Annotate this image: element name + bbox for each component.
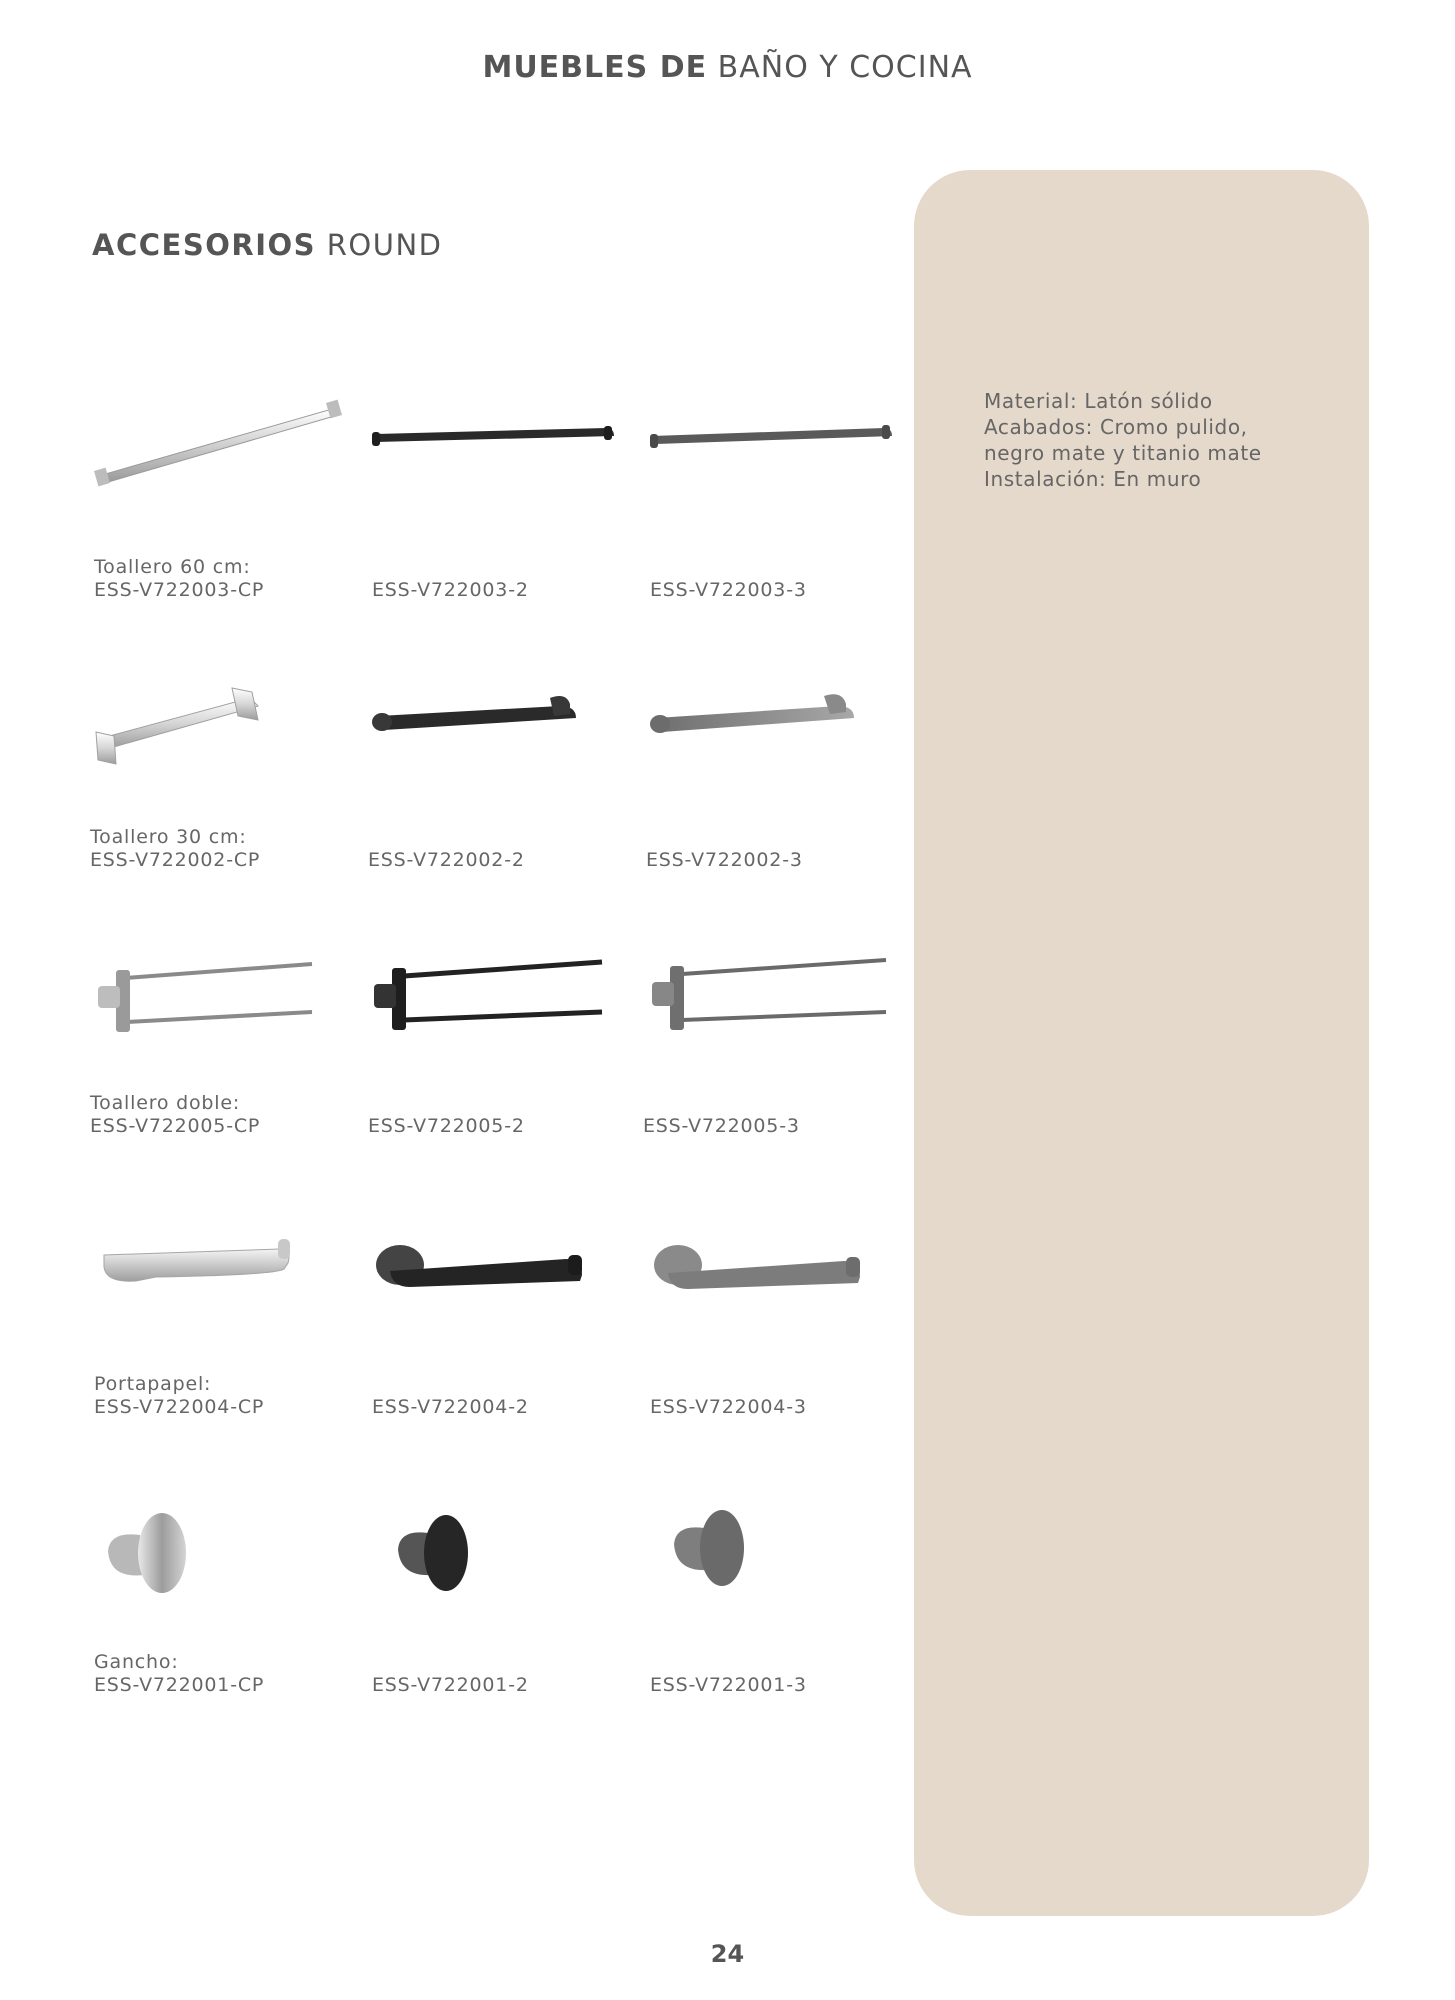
product-code: ESS-V722004-3: [650, 1396, 807, 1418]
product-code: ESS-V722002-2: [368, 849, 525, 871]
section-title: [92, 228, 442, 262]
product-code: ESS-V722003-CP: [94, 579, 265, 601]
section-title-bold: ACCESORIOS: [92, 228, 317, 262]
product-code: ESS-V722003-2: [372, 579, 529, 601]
page-number: 24: [710, 1940, 745, 1968]
caption-portapapel-chrome: [94, 1373, 264, 1419]
caption-toallero-60-black: [372, 579, 529, 602]
double-towel-bar-chrome-icon: [92, 950, 322, 1040]
product-code: ESS-V722005-3: [643, 1115, 800, 1137]
towel-bar-60-black-icon: [370, 420, 620, 460]
towel-bar-60-chrome-icon: [92, 385, 352, 495]
product-label: Portapapel:: [94, 1373, 212, 1395]
specs-text: [984, 388, 1262, 492]
product-label: Gancho:: [94, 1651, 179, 1673]
caption-toallero-doble-titanium: [643, 1115, 800, 1138]
double-towel-bar-black-icon: [370, 950, 610, 1040]
caption-toallero-30-titanium: [646, 849, 803, 872]
product-label: Toallero 60 cm:: [94, 556, 251, 578]
towel-bar-60-titanium-icon: [648, 420, 898, 460]
section-title-light: ROUND: [326, 228, 443, 262]
header-light: BAÑO Y COCINA: [717, 50, 973, 85]
product-code: ESS-V722001-2: [372, 1674, 529, 1696]
product-code: ESS-V722003-3: [650, 579, 807, 601]
page-header: [0, 50, 1455, 85]
product-label: Toallero 30 cm:: [90, 826, 247, 848]
caption-toallero-doble-chrome: [90, 1092, 260, 1138]
product-label: Toallero doble:: [90, 1092, 241, 1114]
product-code: ESS-V722005-2: [368, 1115, 525, 1137]
specs-panel: [914, 170, 1369, 1916]
caption-portapapel-titanium: [650, 1396, 807, 1419]
hook-chrome-icon: [100, 1505, 200, 1600]
caption-gancho-black: [372, 1674, 529, 1697]
spec-material: Material: Latón sólido: [984, 389, 1213, 413]
caption-toallero-60-chrome: [94, 556, 264, 602]
product-code: ESS-V722001-3: [650, 1674, 807, 1696]
caption-gancho-chrome: [94, 1651, 264, 1697]
caption-gancho-titanium: [650, 1674, 807, 1697]
product-code: ESS-V722001-CP: [94, 1674, 265, 1696]
product-code: ESS-V722005-CP: [90, 1115, 261, 1137]
double-towel-bar-titanium-icon: [648, 950, 893, 1040]
caption-toallero-30-black: [368, 849, 525, 872]
towel-bar-30-black-icon: [370, 690, 580, 750]
product-code: ESS-V722004-2: [372, 1396, 529, 1418]
product-code: ESS-V722004-CP: [94, 1396, 265, 1418]
towel-bar-30-chrome-icon: [92, 680, 267, 770]
paper-holder-black-icon: [370, 1235, 590, 1305]
spec-finishes-cont: negro mate y titanio mate: [984, 441, 1262, 465]
caption-toallero-60-titanium: [650, 579, 807, 602]
paper-holder-titanium-icon: [648, 1235, 868, 1305]
hook-black-icon: [392, 1505, 482, 1600]
header-bold: MUEBLES DE: [482, 50, 708, 85]
caption-portapapel-black: [372, 1396, 529, 1419]
paper-holder-chrome-icon: [96, 1235, 296, 1295]
towel-bar-30-titanium-icon: [648, 690, 858, 750]
spec-installation: Instalación: En muro: [984, 467, 1202, 491]
caption-toallero-30-chrome: [90, 826, 260, 872]
product-code: ESS-V722002-3: [646, 849, 803, 871]
product-code: ESS-V722002-CP: [90, 849, 261, 871]
hook-titanium-icon: [668, 1500, 758, 1595]
caption-toallero-doble-black: [368, 1115, 525, 1138]
spec-finishes: Acabados: Cromo pulido,: [984, 415, 1248, 439]
